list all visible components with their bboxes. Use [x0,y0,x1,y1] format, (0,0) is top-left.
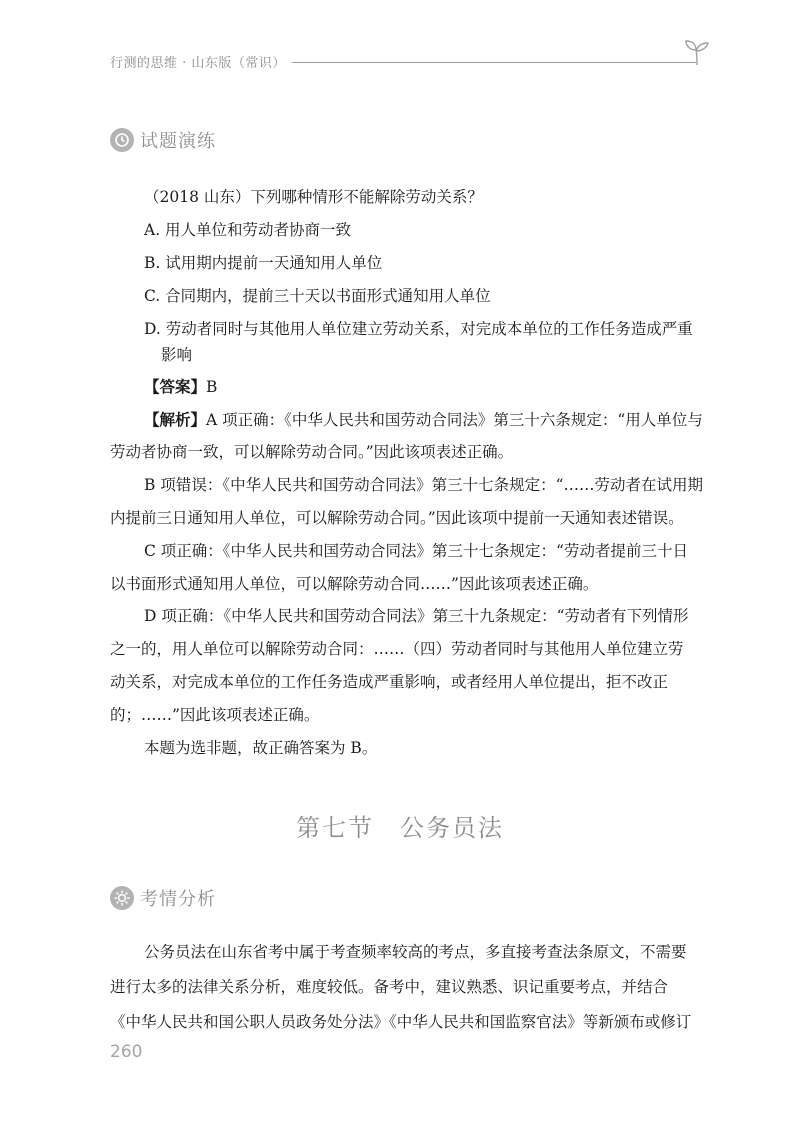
answer-value: B [206,378,218,396]
analysis-text: A 项正确：《中华人民共和国劳动合同法》第三十六条规定：“用人单位与 [206,411,703,429]
practice-section-heading [110,126,216,154]
option-d: D. 劳动者同时与其他用人单位建立劳动关系，对完成本单位的工作任务造成严重 [144,320,693,338]
paragraph-d-line: 动关系，对完成本单位的工作任务造成严重影响，或者经用人单位提出，拒不改正 [110,673,669,691]
practice-section-title: 试题演练 [140,131,216,152]
paragraph-b-line: B 项错误：《中华人民共和国劳动合同法》第三十七条规定：“……劳动者在试用期 [144,476,703,494]
paragraph-d-line: D 项正确：《中华人民共和国劳动合同法》第三十九条规定：“劳动者有下列情形 [144,607,689,625]
conclusion-text: 本题为选非题，故正确答案为 B。 [144,739,378,757]
option-b: B. 试用期内提前一天通知用人单位 [144,254,383,272]
exam-analysis-line: 公务员法在山东省考中属于考查频率较高的考点，多直接考查法条原文，不需要 [144,943,687,961]
paragraph-d-line: 的；……”因此该项表述正确。 [110,706,320,724]
sun-icon [110,886,134,910]
option-a: A. 用人单位和劳动者协商一致 [144,221,352,239]
answer-label: 【答案】 [144,377,207,396]
analysis-text-continued: 劳动者协商一致，可以解除劳动合同。”因此该项表述正确。 [110,443,514,461]
analysis-label: 【解析】 [144,410,207,429]
exam-analysis-line: 进行太多的法律关系分析，难度较低。备考中，建议熟悉、识记重要考点，并结合 [110,978,669,996]
answer-line [144,370,744,404]
exam-analysis-line: 《中华人民共和国公职人员政务处分法》《中华人民共和国监察官法》等新颁布或修订 [110,1013,692,1031]
paragraph-c-line: C 项正确：《中华人民共和国劳动合同法》第三十七条规定：“劳动者提前三十日 [144,542,688,560]
header-rule [292,62,696,63]
paragraph-d-line: 之一的，用人单位可以解除劳动合同：……（四）劳动者同时与其他用人单位建立劳 [110,640,684,658]
analysis-section-title: 考情分析 [140,889,216,910]
page-number: 260 [110,1042,143,1062]
running-header [110,50,710,80]
paragraph-b-line: 内提前三日通知用人单位，可以解除劳动合同。”因此该项中提前一天通知表述错误。 [110,509,684,527]
question-text: （2018 山东）下列哪种情形不能解除劳动关系？ [144,188,483,206]
book-title: 行测的思维 · 山东版（常识） [110,56,286,71]
option-d-continued: 影响 [161,346,193,364]
sprout-icon [684,38,710,66]
analysis-line [144,403,744,437]
option-c: C. 合同期内，提前三十天以书面形式通知用人单位 [144,287,491,305]
analysis-section-heading [110,884,216,912]
clock-icon [110,128,134,152]
paragraph-c-line: 以书面形式通知用人单位，可以解除劳动合同……”因此该项表述正确。 [110,575,599,593]
chapter-title: 第七节 公务员法 [296,814,504,842]
